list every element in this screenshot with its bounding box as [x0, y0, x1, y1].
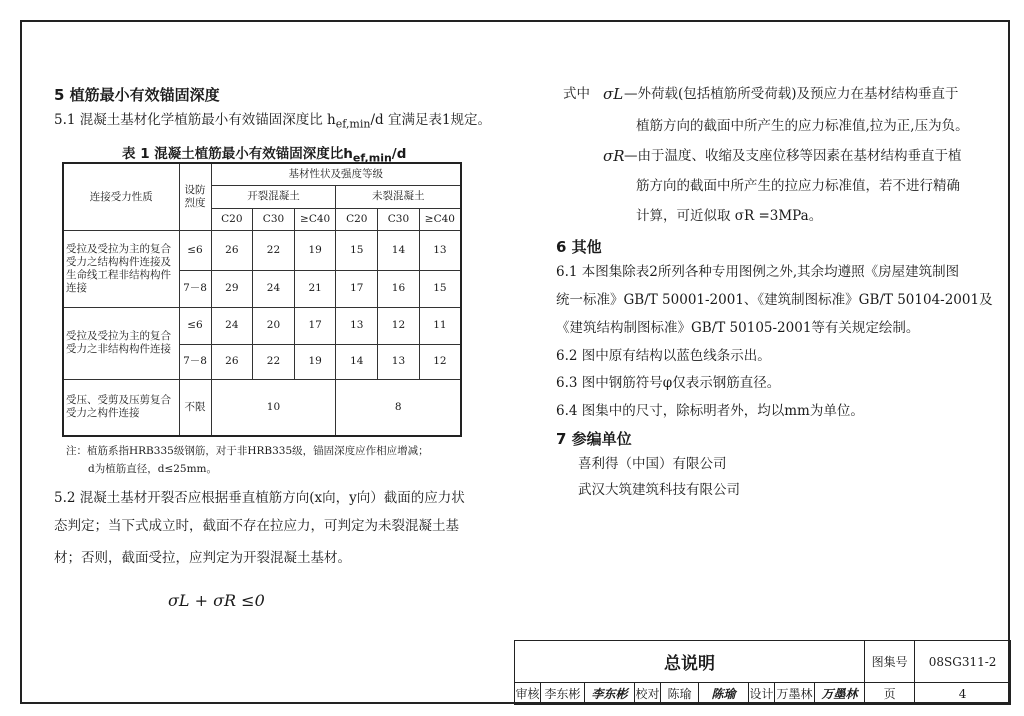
table-cell: 20 [253, 307, 295, 344]
para-6-3: 6.3 图中钢筋符号φ仅表示钢筋直径。 [556, 375, 781, 391]
table-cell: 24 [253, 270, 295, 307]
table-cell: 10 [211, 379, 336, 436]
checker-signature: 陈瑜 [699, 683, 749, 705]
table-cell: 8 [336, 379, 461, 436]
table-note-1: 注：植筋系指HRB335级钢筋，对于非HRB335级，锚固深度应作相应增减； [66, 445, 429, 457]
anchorage-table [62, 162, 462, 437]
design-label: 设计 [749, 683, 775, 705]
page-label: 页 [865, 683, 915, 705]
table-cell: 29 [211, 270, 253, 307]
table-cell: 22 [253, 344, 295, 379]
contributor-2: 武汉大筑建筑科技有限公司 [578, 482, 740, 498]
sigma-r-symbol: σR [603, 147, 625, 165]
table-cell: 11 [419, 307, 461, 344]
para-6-2: 6.2 图中原有结构以蓝色线条示出。 [556, 348, 771, 364]
table-cell: 19 [294, 344, 336, 379]
grade-cell: C20 [336, 208, 378, 231]
sigma-l-line-2: 植筋方向的截面中所产生的应力标准值,拉为正,压为负。 [636, 118, 969, 134]
check-label: 校对 [635, 683, 661, 705]
sigma-r-line-3: 计算，可近似取 σR =3MPa。 [636, 208, 823, 224]
grade-cell: C30 [253, 208, 295, 231]
uncracked-header: 未裂混凝土 [336, 186, 461, 209]
table-cell: 26 [211, 231, 253, 270]
designer-signature: 万墨林 [815, 683, 865, 705]
row-3-label: 受压、受剪及压剪复合受力之构件连接 [63, 379, 179, 436]
reviewer-name: 李东彬 [541, 683, 585, 705]
para-5-1 [54, 112, 491, 133]
table-cell: 13 [336, 307, 378, 344]
designer-name: 万墨林 [775, 683, 815, 705]
row-2-label: 受拉及受拉为主的复合受力之非结构构件连接 [63, 307, 179, 379]
col-group-header: 基材性状及强度等级 [211, 163, 461, 186]
table-cell: 24 [211, 307, 253, 344]
table-note-2: d为植筋直径，d≤25mm。 [88, 463, 218, 475]
table-cell: 12 [419, 344, 461, 379]
table-cell: 12 [378, 307, 420, 344]
atlas-label: 图集号 [865, 641, 915, 683]
para-6-1-line-1: 6.1 本图集除表2所列各种专用图例之外,其余均遵照《房屋建筑制图 [556, 264, 960, 280]
grade-cell: C30 [378, 208, 420, 231]
table-cell: 不限 [179, 379, 211, 436]
para-6-4: 6.4 图集中的尺寸，除标明者外，均以mm为单位。 [556, 403, 864, 419]
reviewer-signature: 李东彬 [585, 683, 635, 705]
table-title-sub: ef,min [352, 151, 392, 165]
table-cell: 7－8 [179, 270, 211, 307]
grade-cell: C20 [211, 208, 253, 231]
atlas-number: 08SG311-2 [915, 641, 1011, 683]
review-label: 审核 [515, 683, 541, 705]
table-title-text: 表 1 混凝土植筋最小有效锚固深度比h [122, 146, 353, 162]
table-title-tail: /d [391, 146, 407, 162]
table-cell: 17 [336, 270, 378, 307]
title-block [514, 640, 1011, 705]
para-6-1-line-3: 《建筑结构制图标准》GB/T 50105-2001等有关规定绘制。 [556, 320, 920, 336]
sigma-l-line-1: —外荷载(包括植筋所受荷载)及预应力在基材结构垂直于 [624, 86, 959, 102]
table-cell: 22 [253, 231, 295, 270]
grade-cell: ≥C40 [419, 208, 461, 231]
sigma-r-line-1: —由于温度、收缩及支座位移等因素在基材结构垂直于植 [624, 148, 962, 164]
crack-formula: σL + σR ≤0 [168, 591, 265, 610]
table-cell: 7－8 [179, 344, 211, 379]
para-6-1-line-2: 统一标准》GB/T 50001-2001、《建筑制图标准》GB/T 50104-2001及 [556, 292, 993, 308]
para-5-2-line-2: 态判定；当下式成立时，截面不存在拉应力，可判定为未裂混凝土基 [54, 518, 459, 534]
table-cell: 13 [378, 344, 420, 379]
table-cell: 14 [378, 231, 420, 270]
para-5-2-line-1: 5.2 混凝土基材开裂否应根据垂直植筋方向(x向，y向）截面的应力状 [54, 490, 465, 506]
table-cell: 14 [336, 344, 378, 379]
para-5-2-line-3: 材；否则，截面受拉，应判定为开裂混凝土基材。 [54, 550, 351, 566]
section-6-heading: 6 其他 [556, 238, 602, 256]
table-cell: 15 [336, 231, 378, 270]
cracked-header: 开裂混凝土 [211, 186, 336, 209]
table-cell: 26 [211, 344, 253, 379]
where-label: 式中 [563, 86, 590, 102]
checker-name: 陈瑜 [661, 683, 699, 705]
grade-cell: ≥C40 [294, 208, 336, 231]
table-cell: 13 [419, 231, 461, 270]
table-cell: 19 [294, 231, 336, 270]
section-7-heading: 7 参编单位 [556, 430, 632, 448]
table-cell: ≤6 [179, 231, 211, 270]
table-cell: 21 [294, 270, 336, 307]
sigma-l-symbol: σL [603, 85, 624, 103]
section-5-heading: 5 植筋最小有效锚固深度 [54, 86, 220, 104]
table-cell: 17 [294, 307, 336, 344]
para-5-1-sub: ef,min [335, 117, 371, 131]
table-cell: ≤6 [179, 307, 211, 344]
para-5-1-text: 5.1 混凝土基材化学植筋最小有效锚固深度比 h [54, 112, 336, 128]
col-type-header: 连接受力性质 [63, 163, 179, 231]
sheet-title: 总说明 [515, 641, 865, 683]
page-number: 4 [915, 683, 1011, 705]
row-1-label: 受拉及受拉为主的复合受力之结构构件连接及生命线工程非结构构件连接 [63, 231, 179, 307]
para-5-1-tail: /d 宜满足表1规定。 [370, 112, 492, 128]
col-intensity-header: 设防烈度 [179, 163, 211, 231]
sigma-r-line-2: 筋方向的截面中所产生的拉应力标准值，若不进行精确 [636, 178, 960, 194]
table-cell: 16 [378, 270, 420, 307]
table-cell: 15 [419, 270, 461, 307]
contributor-1: 喜利得（中国）有限公司 [578, 456, 727, 472]
